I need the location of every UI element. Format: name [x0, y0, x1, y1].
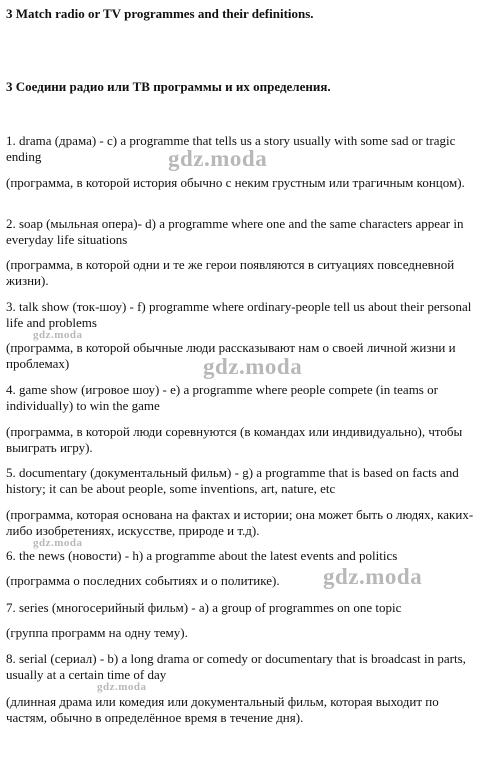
item-7-russian: (группа программ на одну тему).: [6, 625, 188, 640]
item-1-russian: (программа, в которой история обычно с неким грустным или трагичным концом).: [6, 175, 465, 190]
item-8-russian: (длинная драма или комедия или документальный фильм, которая выходит по частям, обычно в определённое время в течение дня).: [6, 694, 439, 725]
item-1-english: 1. drama (драма) - c) a programme that tells us a story usually with some sad or tragic ending: [6, 133, 456, 164]
watermark-4: gdz.moda: [33, 537, 83, 549]
item-5-russian: (программа, которая основана на фактах и истории; она может быть о людях, каких-либо изобретениях, искусстве, природе и т.д).: [6, 507, 474, 538]
item-3-english: 3. talk show (ток-шоу) - f) programme where ordinary-people tell us about their personal life and problems: [6, 299, 472, 330]
item-8-english: 8. serial (сериал) - b) a long drama or comedy or documentary that is broadcast in parts, usually at a certain time of day: [6, 651, 466, 682]
watermark-3: gdz.moda: [203, 354, 303, 379]
heading-english: 3 Match radio or TV programmes and their definitions.: [6, 6, 314, 21]
item-2-english: 2. soap (мыльная опера)- d) a programme where one and the same characters appear in everyday life situations: [6, 216, 464, 247]
watermark-2: gdz.moda: [33, 329, 83, 341]
item-5-english: 5. documentary (документальный фильм) - g) a programme that is based on facts and history; it can be about people, some inventions, art, nature, etc: [6, 465, 459, 496]
watermark-1: gdz.moda: [168, 146, 268, 171]
item-6-english: 6. the news (новости) - h) a programme about the latest events and politics: [6, 548, 398, 563]
item-6-russian: (программа о последних событиях и о политике).: [6, 573, 280, 588]
item-4-english: 4. game show (игровое шоу) - e) a programme where people compete (in teams or individually) to win the game: [6, 382, 438, 413]
item-4-russian: (программа, в которой люди соревнуются (в командах или индивидуально), чтобы выиграть игру).: [6, 424, 463, 455]
watermark-6: gdz.moda: [97, 681, 147, 693]
item-7-english: 7. series (многосерийный фильм) - a) a group of programmes on one topic: [6, 600, 402, 615]
watermark-5: gdz.moda: [323, 564, 423, 589]
heading-russian: 3 Соедини радио или ТВ программы и их определения.: [6, 79, 331, 94]
item-3-russian: (программа, в которой обычные люди рассказывают нам о своей личной жизни и проблемах): [6, 340, 456, 371]
item-2-russian: (программа, в которой одни и те же герои появляются в ситуациях повседневной жизни).: [6, 257, 455, 288]
